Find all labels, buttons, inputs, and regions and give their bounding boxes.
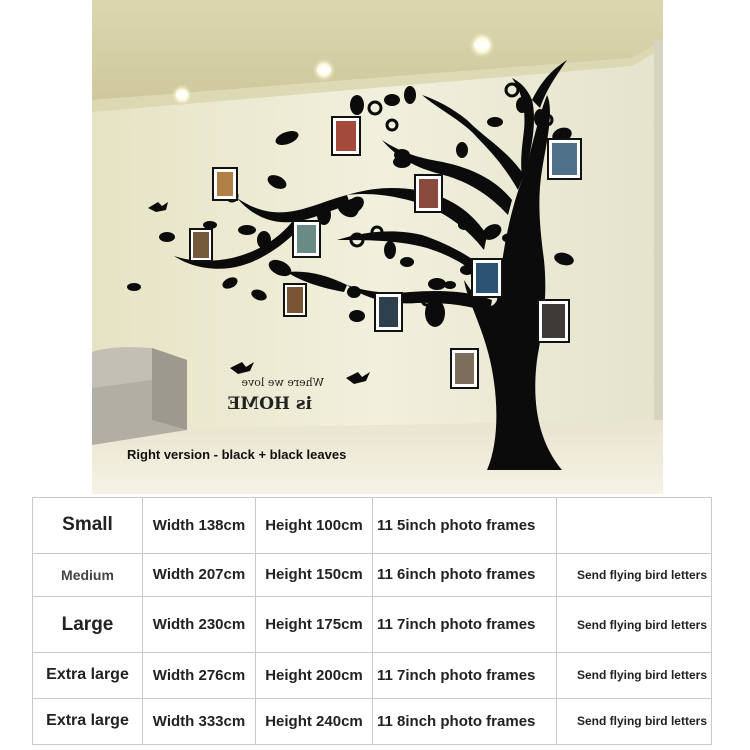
size-frames: 11 8inch photo frames [373,698,557,744]
size-note: Send flying bird letters [557,652,712,698]
size-width: Width 230cm [143,597,256,653]
size-width: Width 276cm [143,652,256,698]
size-name: Extra large [33,698,143,744]
size-frames: 11 7inch photo frames [373,597,557,653]
sofa [92,347,187,445]
table-row [33,652,712,698]
wall-text-line2: is HOME [227,394,312,414]
size-name: Large [33,597,143,653]
size-name: Small [33,498,143,554]
size-note: Send flying bird letters [557,553,712,597]
size-height: Height 240cm [256,698,373,744]
size-frames: 11 7inch photo frames [373,652,557,698]
size-frames: 11 5inch photo frames [373,498,557,554]
wall-text-line1: Where we love [241,376,324,389]
wall-lettering [227,376,324,414]
size-width: Width 207cm [143,553,256,597]
product-photo [92,0,663,494]
table-row [33,498,712,554]
size-table [32,497,712,745]
size-height: Height 150cm [256,553,373,597]
size-width: Width 333cm [143,698,256,744]
size-frames: 11 6inch photo frames [373,553,557,597]
size-note: Send flying bird letters [557,597,712,653]
size-name: Medium [33,553,143,597]
size-note [557,498,712,554]
table-row [33,597,712,653]
size-width: Width 138cm [143,498,256,554]
size-height: Height 200cm [256,652,373,698]
table-row [33,698,712,744]
size-note: Send flying bird letters [557,698,712,744]
size-height: Height 100cm [256,498,373,554]
size-name: Extra large [33,652,143,698]
table-row [33,553,712,597]
version-caption: Right version - black + black leaves [127,447,347,462]
size-height: Height 175cm [256,597,373,653]
